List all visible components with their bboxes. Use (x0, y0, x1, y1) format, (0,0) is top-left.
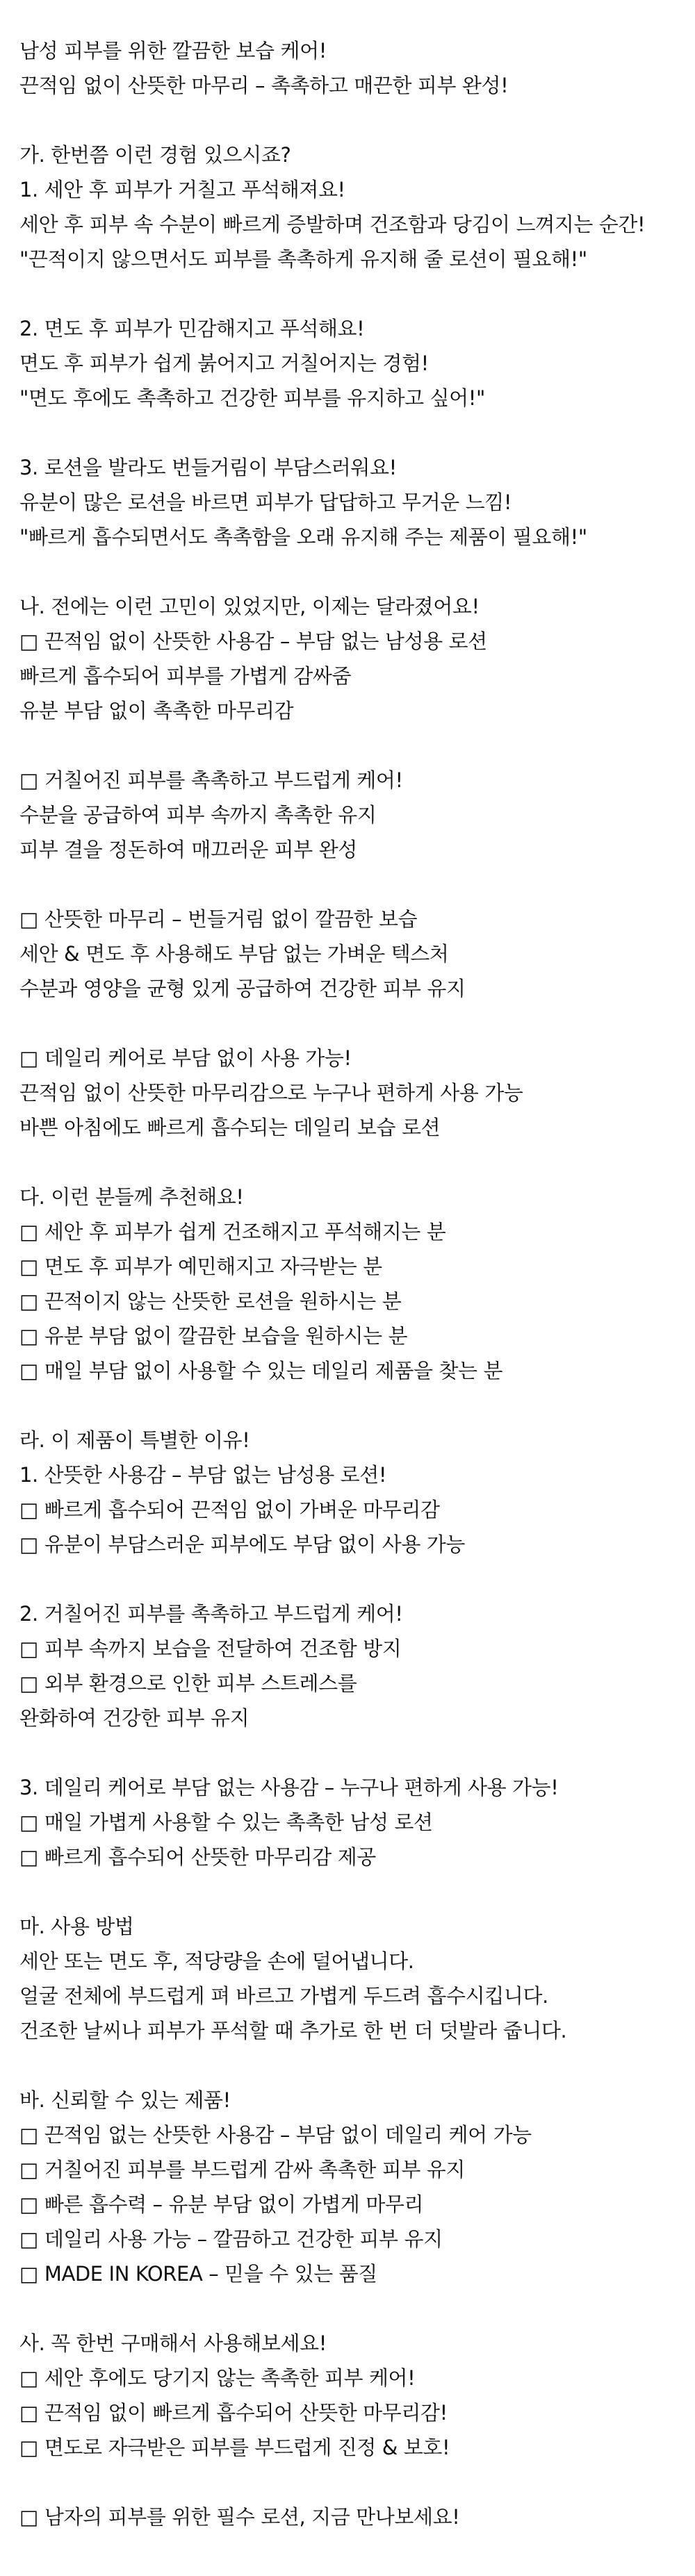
text-line: 남성 피부를 위한 깔끔한 보습 케어! (19, 39, 327, 63)
text-line: □ 산뜻한 마무리 – 번들거림 없이 깔끔한 보습 (19, 907, 418, 931)
text-line: □ 세안 후에도 당기지 않는 촉촉한 피부 케어! (19, 2366, 416, 2390)
text-line: 3. 로션을 발라도 번들거림이 부담스러워요! (19, 456, 397, 479)
text-line: 사. 꼭 한번 구매해서 사용해보세요! (19, 2331, 327, 2355)
blank-line (19, 2048, 676, 2083)
text-line: □ 유분 부담 없이 깔끔한 보습을 원하시는 분 (19, 1324, 408, 1348)
text-line: □ 유분이 부담스러운 피부에도 부담 없이 사용 가능 (19, 1533, 466, 1556)
blank-line (19, 1874, 676, 1909)
text-line: 세안 후 피부 속 수분이 빠르게 증발하며 건조함과 당김이 느껴지는 순간! (19, 213, 646, 236)
text-line: 바. 신뢰할 수 있는 제품! (19, 2088, 231, 2112)
text-line: □ 끈적임 없이 산뜻한 사용감 – 부담 없는 남성용 로션 (19, 629, 487, 653)
text-line: □ 거칠어진 피부를 부드럽게 감싸 촉촉한 피부 유지 (19, 2158, 466, 2181)
text-line: 끈적임 없이 산뜻한 마무리 – 촉촉하고 매끈한 피부 완성! (19, 74, 509, 97)
text-line: □ 데일리 사용 가능 – 깔끔하고 건강한 피부 유지 (19, 2227, 443, 2251)
text-line: "끈적이지 않으면서도 피부를 촉촉하게 유지해 줄 로션이 필요해!" (19, 247, 587, 271)
text-line: □ 빠르게 흡수되어 끈적임 없이 가벼운 마무리감 (19, 1498, 440, 1521)
text-line: □ 거칠어진 피부를 촉촉하고 부드럽게 케어! (19, 768, 403, 792)
text-line: "빠르게 흡수되면서도 촉촉함을 오래 유지해 주는 제품이 필요해!" (19, 525, 587, 549)
blank-line (19, 728, 676, 763)
text-line: 빠르게 흡수되어 피부를 가볍게 감싸줌 (19, 664, 352, 688)
blank-line (19, 554, 676, 589)
text-line: 라. 이 제품이 특별한 이유! (19, 1428, 250, 1452)
blank-line (19, 2291, 676, 2326)
text-line: 가. 한번쯤 이런 경험 있으시죠? (19, 143, 291, 167)
text-line: □ 외부 환경으로 인한 피부 스트레스를 (19, 1671, 357, 1695)
text-line: □ 면도로 자극받은 피부를 부드럽게 진정 & 보호! (19, 2436, 450, 2459)
blank-line (19, 2465, 676, 2500)
text-line: "면도 후에도 촉촉하고 건강한 피부를 유지하고 싶어!" (19, 386, 485, 410)
text-line: 다. 이런 분들께 추천해요! (19, 1185, 244, 1209)
blank-line (19, 276, 676, 311)
blank-line (19, 103, 676, 138)
text-line: □ 매일 가볍게 사용할 수 있는 촉촉한 남성 로션 (19, 1810, 433, 1834)
text-line: □ 빠른 흡수력 – 유분 부담 없이 가볍게 마무리 (19, 2193, 424, 2216)
text-line: 마. 사용 방법 (19, 1915, 134, 1938)
text-line: 끈적임 없이 산뜻한 마무리감으로 누구나 편하게 사용 가능 (19, 1081, 523, 1105)
text-line: 완화하여 건강한 피부 유지 (19, 1706, 250, 1730)
text-line: 수분을 공급하여 피부 속까지 촉촉한 유지 (19, 803, 377, 827)
text-line: □ 매일 부담 없이 사용할 수 있는 데일리 제품을 찾는 분 (19, 1359, 503, 1382)
text-line: 수분과 영양을 균형 있게 공급하여 건강한 피부 유지 (19, 977, 466, 1000)
text-line: □ 끈적임 없는 산뜻한 사용감 – 부담 없이 데일리 케어 가능 (19, 2123, 532, 2147)
text-line: 유분 부담 없이 촉촉한 마무리감 (19, 699, 294, 723)
text-line: 2. 거칠어진 피부를 촉촉하고 부드럽게 케어! (19, 1602, 403, 1626)
text-line: □ 남자의 피부를 위한 필수 로션, 지금 만나보세요! (19, 2505, 460, 2529)
text-line: 바쁜 아침에도 빠르게 흡수되는 데일리 보습 로션 (19, 1116, 441, 1139)
text-line: 1. 산뜻한 사용감 – 부담 없는 남성용 로션! (19, 1463, 387, 1487)
text-line: □ 끈적이지 않는 산뜻한 로션을 원하시는 분 (19, 1289, 402, 1313)
text-line: 세안 또는 면도 후, 적당량을 손에 덜어냅니다. (19, 1949, 414, 1973)
text-line: □ MADE IN KOREA – 믿을 수 있는 품질 (19, 2262, 377, 2286)
text-line: 건조한 날씨나 피부가 푸석할 때 추가로 한 번 더 덧발라 줍니다. (19, 2019, 567, 2042)
blank-line (19, 1562, 676, 1596)
blank-line (19, 415, 676, 450)
blank-line (19, 1006, 676, 1041)
text-line: □ 빠르게 흡수되어 산뜻한 마무리감 제공 (19, 1845, 376, 1869)
text-line: 세안 & 면도 후 사용해도 부담 없는 가벼운 텍스처 (19, 942, 449, 966)
blank-line (19, 1388, 676, 1423)
blank-line (19, 1145, 676, 1180)
text-line: □ 피부 속까지 보습을 전달하여 건조함 방지 (19, 1637, 402, 1660)
document-body (19, 33, 676, 2534)
text-line: □ 세안 후 피부가 쉽게 건조해지고 푸석해지는 분 (19, 1220, 446, 1244)
text-line: □ 데일리 케어로 부담 없이 사용 가능! (19, 1046, 352, 1070)
blank-line (19, 867, 676, 902)
text-line: 면도 후 피부가 쉽게 붉어지고 거칠어지는 경험! (19, 352, 429, 375)
text-line: □ 면도 후 피부가 예민해지고 자극받는 분 (19, 1255, 382, 1278)
text-line: 3. 데일리 케어로 부담 없는 사용감 – 누구나 편하게 사용 가능! (19, 1776, 559, 1799)
text-line: 유분이 많은 로션을 바르면 피부가 답답하고 무거운 느낌! (19, 490, 512, 514)
blank-line (19, 1735, 676, 1770)
text-line: 나. 전에는 이런 고민이 있었지만, 이제는 달라졌어요! (19, 595, 480, 618)
text-line: 얼굴 전체에 부드럽게 펴 바르고 가볍게 두드려 흡수시킵니다. (19, 1984, 548, 2008)
text-line: □ 끈적임 없이 빠르게 흡수되어 산뜻한 마무리감! (19, 2401, 448, 2425)
text-line: 1. 세안 후 피부가 거칠고 푸석해져요! (19, 178, 345, 201)
text-line: 2. 면도 후 피부가 민감해지고 푸석해요! (19, 317, 365, 340)
text-line: 피부 결을 정돈하여 매끄러운 피부 완성 (19, 838, 357, 861)
